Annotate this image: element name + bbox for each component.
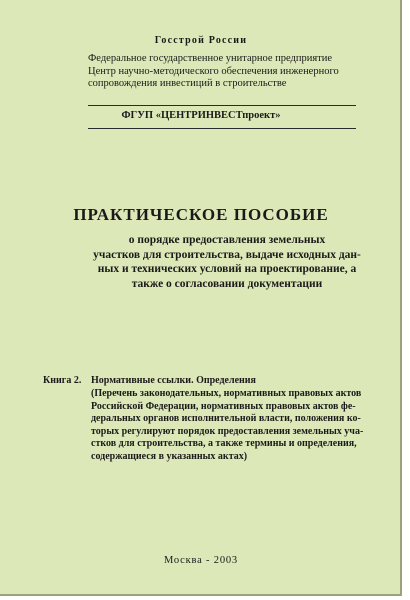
document-title: ПРАКТИЧЕСКОЕ ПОСОБИЕ bbox=[73, 205, 329, 224]
description-line: Российской Федерации, нормативных правовых актов фе- bbox=[91, 400, 356, 412]
divider-top bbox=[88, 105, 356, 106]
book-title: Нормативные ссылки. Определения bbox=[91, 375, 256, 386]
description-line: деральных органов исполнительной власти, положения ко- bbox=[91, 413, 361, 424]
agency-name: Госстрой России bbox=[154, 35, 248, 46]
publisher-name: ФГУП «ЦЕНТРИНВЕСТпроект» bbox=[121, 110, 281, 121]
organization-line: Центр научно-методического обеспечения инженерного bbox=[88, 65, 339, 77]
subtitle-line: участков для строительства, выдаче исходных дан- bbox=[93, 248, 361, 261]
book-description bbox=[91, 388, 376, 463]
divider-bottom bbox=[88, 128, 356, 129]
document-subtitle bbox=[84, 233, 370, 291]
description-line: торых регулируют порядок предоставления земельных уча- bbox=[91, 425, 364, 437]
book-number: Книга 2. bbox=[43, 375, 82, 386]
subtitle-line: ных и технических условий на проектирование, а bbox=[97, 263, 357, 275]
organization-line: сопровождения инвестиций в строительстве bbox=[88, 78, 287, 89]
description-line: содержащиеся в указанных актах) bbox=[91, 450, 248, 462]
city-and-year: Москва - 2003 bbox=[164, 555, 238, 566]
subtitle-line: о порядке предоставления земельных bbox=[128, 234, 326, 246]
organization-name bbox=[88, 53, 388, 91]
organization-line: Федеральное государственное унитарное предприятие bbox=[88, 53, 333, 64]
subtitle-line: также о согласовании документации bbox=[131, 277, 323, 290]
description-line: стков для строительства, а также термины и определения, bbox=[91, 438, 357, 449]
description-line: (Перечень законодательных, нормативных правовых актов bbox=[91, 388, 362, 399]
